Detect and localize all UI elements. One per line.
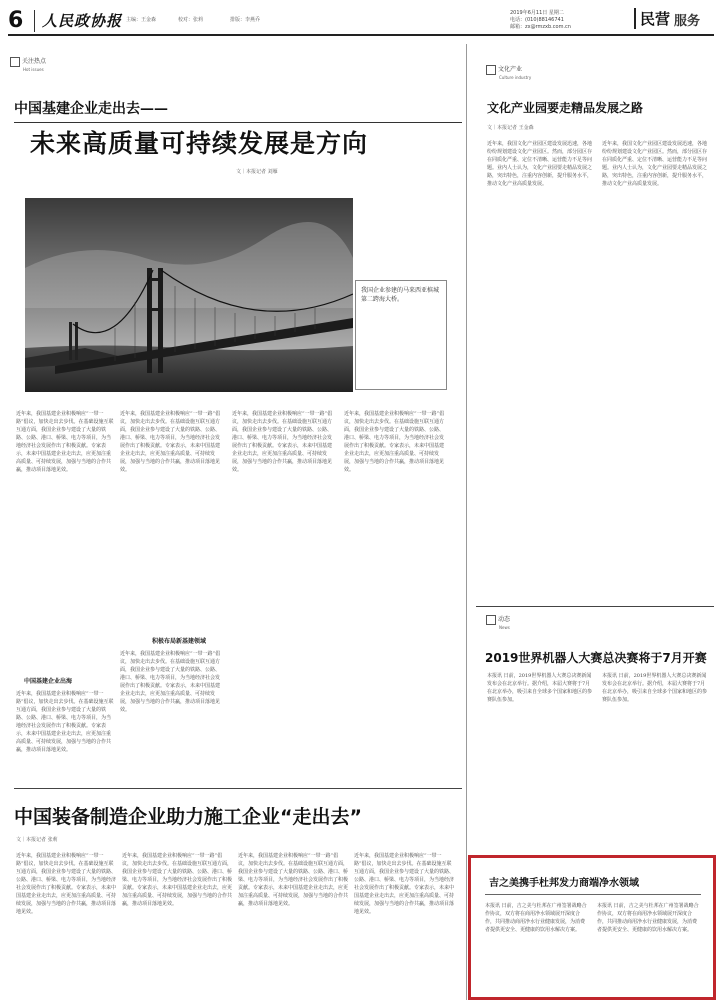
body-column-1b: 近年来，我国基建企业积极响应“一带一路”倡议，加快走出去步伐。在基础设施互联互通方面，我国企业参与建设了大量的铁路、公路、港口、桥梁、电力等项目，为当地经济社会发展作出了积极贡献。专家表示，未来中国基建企业走出去，应更加注重高质量、可持续发展，加强与当地的合作共赢，推动项目落地见效。 (16, 691, 114, 753)
page-number: 6 (8, 8, 24, 33)
email-line: 邮箱：zx@rmzxb.com.cn (510, 24, 571, 30)
highlighted-article (468, 855, 716, 1000)
news-tag (486, 614, 510, 630)
subhead-1: 中国基建企业出海 (24, 678, 73, 685)
highlight-column-2: 本报讯 日前，吉之美与杜邦在广州签署战略合作协议，双方将在商用净水领域展开深度合作，共同推动商用净水行业健康发展，为消费者提供更安全、更健康的饮用水解决方案。 (597, 903, 699, 933)
photo-caption: 我国企业参建的马来西亚槟城第二跨海大桥。 (355, 280, 447, 390)
headline-rule (14, 122, 462, 123)
paper-name: 人民政协报 (42, 12, 123, 30)
news-tag-en: News (499, 624, 510, 630)
robot-headline: 2019世界机器人大赛总决赛将于7月开赛 (485, 651, 707, 665)
bottom-column-3: 近年来，我国基建企业积极响应“一带一路”倡议，加快走出去步伐。在基础设施互联互通方面，我国企业参与建设了大量的铁路、公路、港口、桥梁、电力等项目，为当地经济社会发展作出了积极贡献。专家表示，未来中国基建企业走出去，应更加注重高质量、可持续发展，加强与当地的合作共赢，推动项目落地见效。 (238, 853, 348, 907)
body-column-2b: 近年来，我国基建企业积极响应“一带一路”倡议，加快走出去步伐。在基础设施互联互通方面，我国企业参与建设了大量的铁路、公路、港口、桥梁、电力等项目，为当地经济社会发展作出了积极贡献。专家表示，未来中国基建企业走出去，应更加注重高质量、可持续发展，加强与当地的合作共赢，推动项目落地见效。 (120, 651, 221, 713)
tag-box-icon (10, 57, 20, 67)
main-byline: 文｜本报记者 刘雁 (236, 169, 278, 175)
highlight-rule (485, 894, 701, 895)
culture-column-1: 近年来，我国文化产业园区建设发展迅速，各地纷纷规划建设文化产业园区。然而，部分园区存在同质化严重、定位不清晰、运营能力不足等问题。业内人士认为，文化产业园要走精品发展之路，突出特色，注重内容创新，提升服务水平，推动文化产业高质量发展。 (487, 141, 593, 187)
column-separator (466, 44, 467, 1000)
bottom-column-2: 近年来，我国基建企业积极响应“一带一路”倡议，加快走出去步伐。在基础设施互联互通方面，我国企业参与建设了大量的铁路、公路、港口、桥梁、电力等项目，为当地经济社会发展作出了积极贡献。专家表示，未来中国基建企业走出去，应更加注重高质量、可持续发展，加强与当地的合作共赢，推动项目落地见效。 (122, 853, 232, 907)
section-sub: 服务 (674, 14, 701, 29)
tag-box-icon (486, 65, 496, 75)
body-column-4: 近年来，我国基建企业积极响应“一带一路”倡议，加快走出去步伐。在基础设施互联互通方面，我国企业参与建设了大量的铁路、公路、港口、桥梁、电力等项目，为当地经济社会发展作出了积极贡献。专家表示，未来中国基建企业走出去，应更加注重高质量、可持续发展，加强与当地的合作共赢，推动项目落地见效。 (344, 411, 445, 473)
highlight-column-1: 本报讯 日前，吉之美与杜邦在广州签署战略合作协议，双方将在商用净水领域展开深度合作，共同推动商用净水行业健康发展，为消费者提供更安全、更健康的饮用水解决方案。 (485, 903, 587, 933)
kicker-headline: 中国基建企业走出去—— (14, 101, 168, 117)
bottom-headline: 中国装备制造企业助力施工企业“走出去” (14, 806, 362, 828)
section-name: 民营 (634, 8, 670, 29)
culture-headline: 文化产业园要走精品发展之路 (487, 101, 644, 115)
body-column-3: 近年来，我国基建企业积极响应“一带一路”倡议，加快走出去步伐。在基础设施互联互通方面，我国企业参与建设了大量的铁路、公路、港口、桥梁、电力等项目，为当地经济社会发展作出了积极贡献。专家表示，未来中国基建企业走出去，应更加注重高质量、可持续发展，加强与当地的合作共赢，推动项目落地见效。 (232, 411, 333, 473)
robot-column-1: 本报讯 日前，2019世界机器人大赛总决赛新闻发布会在北京举行。据介绍，本届大赛将于7月在北京举办，吸引来自全球多个国家和地区的参赛队伍参加。 (487, 673, 593, 703)
bottom-column-4: 近年来，我国基建企业积极响应“一带一路”倡议，加快走出去步伐。在基础设施互联互通方面，我国企业参与建设了大量的铁路、公路、港口、桥梁、电力等项目，为当地经济社会发展作出了积极贡献。专家表示，未来中国基建企业走出去，应更加注重高质量、可持续发展，加强与当地的合作共赢，推动项目落地见效。 (354, 853, 454, 915)
section-divider (14, 788, 462, 789)
right-column-tag-label: 文化产业 (498, 66, 523, 73)
bottom-byline: 文｜本报记者 张莉 (16, 837, 58, 843)
main-headline: 未来高质量可持续发展是方向 (30, 129, 369, 158)
right-column-tag-en: Culture industry (499, 74, 532, 80)
masthead-divider (34, 10, 35, 32)
proofreader-meta: 校对：张莉 (178, 17, 204, 23)
editor-meta: 主编：王金森 (126, 17, 157, 23)
subhead-2: 积极布局新基建领域 (152, 638, 207, 645)
body-column-2: 近年来，我国基建企业积极响应“一带一路”倡议，加快走出去步伐。在基础设施互联互通方面，我国企业参与建设了大量的铁路、公路、港口、桥梁、电力等项目，为当地经济社会发展作出了积极贡献。专家表示，未来中国基建企业走出去，应更加注重高质量、可持续发展，加强与当地的合作共赢，推动项目落地见效。 (120, 411, 221, 473)
layout-meta: 排版：李燕乔 (230, 17, 261, 23)
left-column-tag (10, 56, 46, 72)
highlight-headline: 吉之美携手杜邦发力商端净水领域 (489, 878, 639, 889)
left-column-tag-en: Hot issues (23, 66, 44, 72)
robot-column-2: 本报讯 日前，2019世界机器人大赛总决赛新闻发布会在北京举行。据介绍，本届大赛将于7月在北京举办，吸引来自全球多个国家和地区的参赛队伍参加。 (602, 673, 708, 703)
culture-column-2: 近年来，我国文化产业园区建设发展迅速，各地纷纷规划建设文化产业园区。然而，部分园区存在同质化严重、定位不清晰、运营能力不足等问题。业内人士认为，文化产业园要走精品发展之路，突出特色，注重内容创新，提升服务水平，推动文化产业高质量发展。 (602, 141, 708, 187)
date-block (510, 10, 571, 31)
right-column-tag (486, 64, 531, 80)
tag-box-icon (486, 615, 496, 625)
bottom-column-1: 近年来，我国基建企业积极响应“一带一路”倡议，加快走出去步伐。在基础设施互联互通方面，我国企业参与建设了大量的铁路、公路、港口、桥梁、电力等项目，为当地经济社会发展作出了积极贡献。专家表示，未来中国基建企业走出去，应更加注重高质量、可持续发展，加强与当地的合作共赢，推动项目落地见效。 (16, 853, 116, 915)
news-tag-label: 动态 (498, 616, 511, 623)
masthead (8, 6, 714, 36)
bridge-image (25, 198, 353, 392)
body-column-1: 近年来，我国基建企业积极响应“一带一路”倡议，加快走出去步伐。在基础设施互联互通方面，我国企业参与建设了大量的铁路、公路、港口、桥梁、电力等项目，为当地经济社会发展作出了积极贡献。专家表示，未来中国基建企业走出去，应更加注重高质量、可持续发展，加强与当地的合作共赢，推动项目落地见效。 (16, 411, 114, 473)
phone-line: 电话：(010)88146741 (510, 17, 564, 23)
bridge-photo (25, 198, 353, 392)
culture-byline: 文｜本报记者 王金森 (487, 125, 534, 131)
date-line: 2019年6月11日 星期二 (510, 10, 564, 16)
left-column-tag-label: 关注热点 (22, 58, 47, 65)
right-divider (476, 606, 714, 607)
